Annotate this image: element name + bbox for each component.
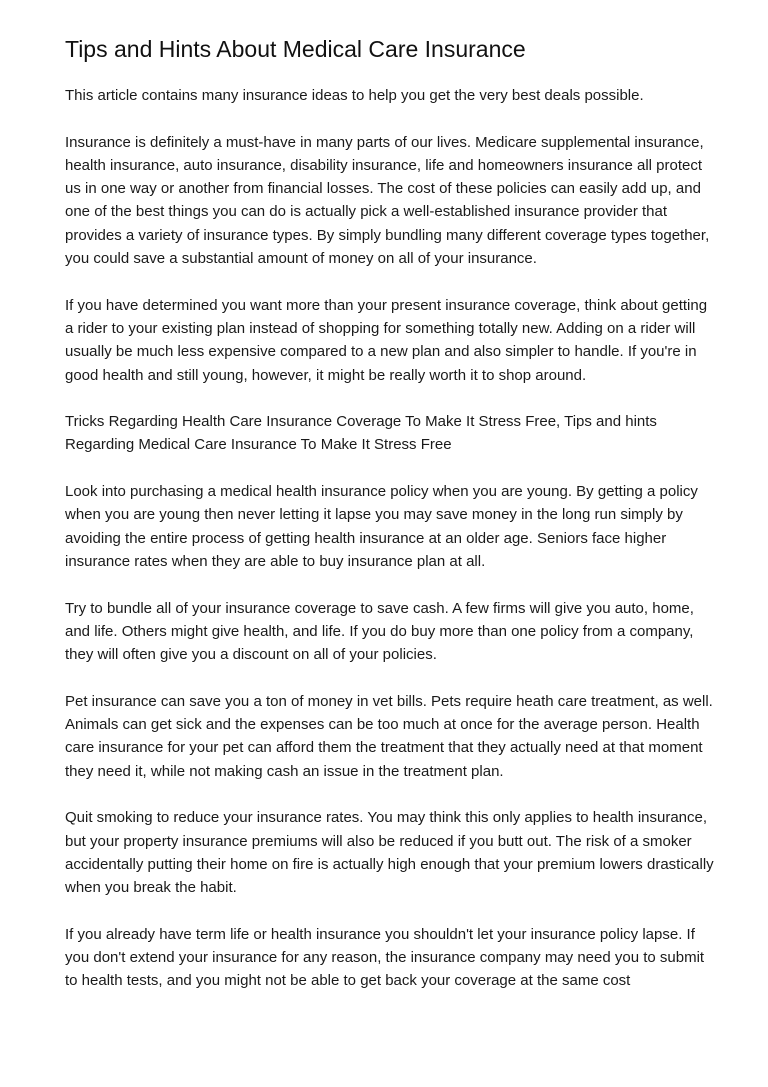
paragraph-pet-insurance: Pet insurance can save you a ton of money in vet bills. Pets require heath care treatment, as well. Animals can get sick and the expenses can be too much at once for the average person. Health care insurance for your pet can afford them the treatment that they actually need at that moment they need it, while not making cash an issue in the treatment plan.	[65, 692, 713, 780]
paragraph-insurance-must-have: Insurance is definitely a must-have in many parts of our lives. Medicare supplemental insurance, health insurance, auto insurance, disability insurance, life and homeowners insurance all protect us in one way or another from financial losses. The cost of these policies can easily add up, and one of the best things you can do is actually pick a well-established insurance provider that provides a variety of insurance types. By simply bundling many different coverage types together, you could save a substantial amount of money on all of your insurance.	[65, 133, 710, 268]
document-page	[65, 34, 715, 993]
paragraph-rider: If you have determined you want more than your present insurance coverage, think about getting a rider to your existing plan instead of shopping for something totally new. Adding on a rider will usually be much less expensive compared to a new plan and also simpler to handle. If you're in good health and still young, however, it might be really worth it to shop around.	[65, 296, 708, 384]
paragraph-bundle: Try to bundle all of your insurance coverage to save cash. A few firms will give you auto, home, and life. Others might give health, and life. If you do buy more than one policy from a company, they will often give you a discount on all of your policies.	[65, 599, 694, 664]
paragraph-tricks-heading: Tricks Regarding Health Care Insurance Coverage To Make It Stress Free, Tips and hints Regarding Medical Care Insurance To Make It Stress Free	[65, 413, 657, 454]
paragraph-young-policy: Look into purchasing a medical health insurance policy when you are young. By getting a policy when you are young then never letting it lapse you may save money in the long run simply by avoiding the entire process of getting health insurance at an older age. Seniors face higher insurance rates when they are able to buy insurance plan at all.	[65, 483, 698, 570]
paragraph-policy-lapse: If you already have term life or health insurance you shouldn't let your insurance policy lapse. If you don't extend your insurance for any reason, the insurance company may need you to submit to health tests, and you might not be able to get back your coverage at the same cost	[65, 925, 705, 990]
paragraph-intro: This article contains many insurance ideas to help you get the very best deals possible.	[65, 87, 644, 104]
document-title: Tips and Hints About Medical Care Insurance	[65, 36, 526, 62]
paragraph-quit-smoking: Quit smoking to reduce your insurance rates. You may think this only applies to health insurance, but your property insurance premiums will also be reduced if you butt out. The risk of a smoker accidentally putting their home on fire is actually high enough that your premium lowers drastically when you break the habit.	[65, 809, 714, 897]
